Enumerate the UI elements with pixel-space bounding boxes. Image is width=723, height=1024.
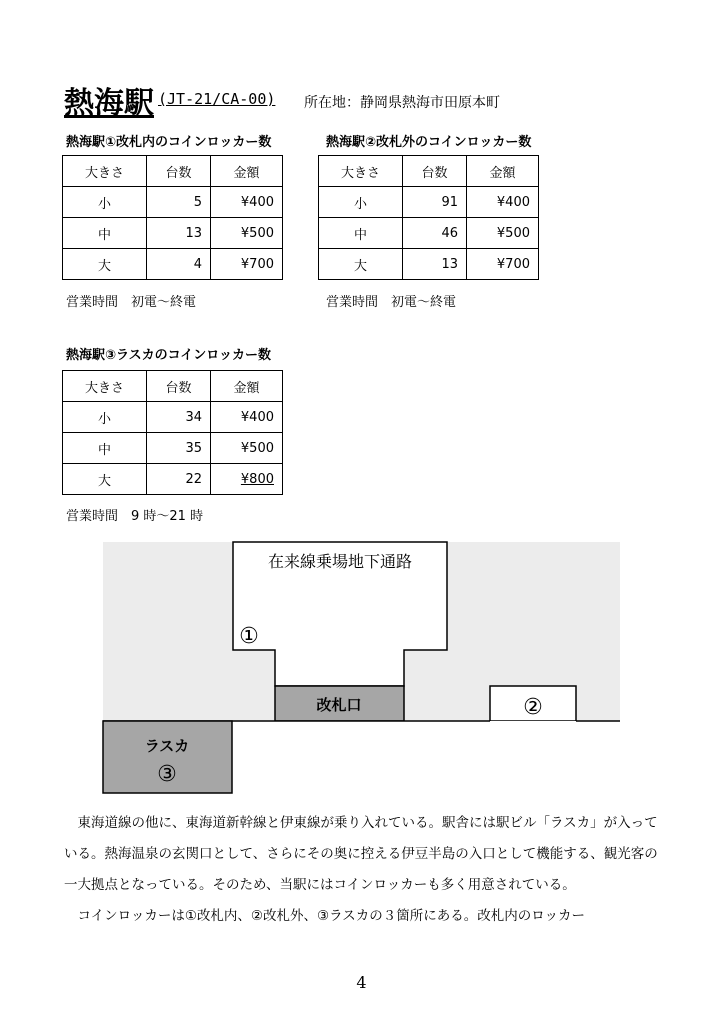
header-size: 大きさ	[319, 156, 403, 187]
station-title: 熱海駅	[64, 86, 154, 121]
station-location: 所在地：静岡県熱海市田原本町	[304, 95, 500, 111]
header-count: 台数	[403, 156, 467, 187]
marker-1: ①	[239, 624, 259, 649]
lasca-label: ラスカ	[144, 737, 190, 755]
cell-size: 中	[63, 218, 147, 249]
price-underlined: ¥800	[240, 471, 274, 487]
cell-size: 中	[319, 218, 403, 249]
header-size: 大きさ	[63, 371, 147, 402]
table2-caption: 熱海駅②改札外のコインロッカー数	[326, 135, 532, 150]
header-count: 台数	[147, 371, 211, 402]
cell-count: 35	[147, 433, 211, 464]
cell-price: ¥400	[211, 187, 283, 218]
table1-caption: 熱海駅①改札内のコインロッカー数	[66, 135, 272, 150]
table2-hours: 営業時間 初電～終電	[326, 295, 457, 310]
cell-count: 91	[403, 187, 467, 218]
marker-2: ②	[523, 695, 543, 720]
cell-price: ¥500	[467, 218, 539, 249]
header-price: 金額	[467, 156, 539, 187]
table3-hours: 営業時間 9 時～21 時	[66, 509, 204, 524]
table3-caption: 熱海駅③ラスカのコインロッカー数	[66, 348, 271, 363]
header-price: 金額	[211, 371, 283, 402]
table1-hours: 営業時間 初電～終電	[66, 295, 197, 310]
corridor-label: 在来線乗場地下通路	[267, 552, 413, 571]
cell-count: 13	[403, 249, 467, 280]
header-price: 金額	[211, 156, 283, 187]
cell-count: 22	[147, 464, 211, 495]
paragraph-2: コインロッカーは①改札内、②改札外、③ラスカの３箇所にある。改札内のロッカー	[77, 908, 585, 924]
cell-size: 中	[63, 433, 147, 464]
cell-price: ¥400	[467, 187, 539, 218]
cell-count: 5	[147, 187, 211, 218]
header-count: 台数	[147, 156, 211, 187]
cell-size: 大	[319, 249, 403, 280]
cell-size: 小	[63, 187, 147, 218]
page-number: 4	[356, 973, 367, 992]
cell-price: ¥500	[211, 433, 283, 464]
station-code: (JT-21/CA-00)	[158, 90, 276, 108]
cell-size: 大	[63, 464, 147, 495]
cell-count: 46	[403, 218, 467, 249]
cell-price: ¥700	[467, 249, 539, 280]
cell-count: 34	[147, 402, 211, 433]
cell-price: ¥700	[211, 249, 283, 280]
cell-size: 小	[319, 187, 403, 218]
marker-3: ③	[157, 762, 177, 787]
cell-count: 4	[147, 249, 211, 280]
paragraph-1: 東海道線の他に、東海道新幹線と伊東線が乗り入れている。駅舎には駅ビル「ラスカ」が入っている。熱海温泉の玄関口として、さらにその奥に控える伊豆半島の入口として機能する、観光客の一大拠点となっている。そのため、当駅にはコインロッカーも多く用意されている。	[64, 815, 658, 893]
cell-size: 大	[63, 249, 147, 280]
gate-label: 改札口	[316, 696, 362, 714]
cell-price: ¥500	[211, 218, 283, 249]
cell-price: ¥400	[211, 402, 283, 433]
cell-count: 13	[147, 218, 211, 249]
cell-size: 小	[63, 402, 147, 433]
body-text	[64, 808, 664, 932]
header-size: 大きさ	[63, 156, 147, 187]
